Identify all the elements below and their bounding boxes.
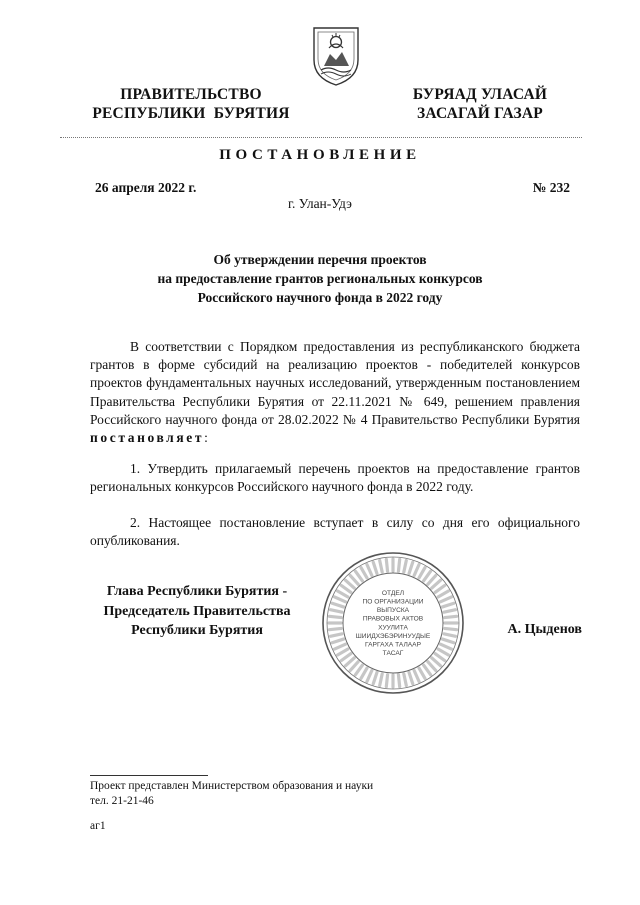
signatory-name: А. Цыденов bbox=[507, 622, 582, 637]
seal-ring-mark bbox=[428, 662, 436, 671]
seal-center-line: ХУУЛИТА bbox=[378, 624, 408, 632]
seal-ring-mark bbox=[419, 568, 425, 578]
seal-center-line: ОТДЕЛ bbox=[381, 589, 405, 597]
footnote-line1: Проект представлен Министерством образования и науки bbox=[90, 780, 374, 792]
seal-ring-mark bbox=[355, 665, 362, 675]
seal-ring-mark bbox=[335, 644, 346, 649]
header-divider bbox=[60, 137, 582, 138]
seal-ring-mark bbox=[435, 654, 445, 661]
seal-ring-mark bbox=[386, 675, 387, 687]
seal-ring-mark bbox=[419, 668, 425, 678]
seal-ring-mark bbox=[424, 665, 431, 675]
preamble-text: В соответствии с Порядком предоставления из республиканского бюджета грантов в форме субсидий на реализацию проектов - победителей конкурсов проектов фундаментальных научных исследований, утвержденным постановлением Правительства Республики Бурятия от 22.11.2021 № 649, решением правления Российского научного фонда от 28.02.2022 № 4 Правительство Республики Бурятия bbox=[90, 339, 580, 427]
document-city: г. Улан-Удэ bbox=[288, 196, 352, 211]
decree-item-1: 1. Утвердить прилагаемый перечень проектов на предоставление грантов региональных конкурсов Российского научного фонда в 2022 году. bbox=[90, 461, 580, 495]
seal-center-line: ВЫПУСКА bbox=[376, 607, 410, 615]
seal-ring-mark bbox=[442, 639, 453, 643]
footnote-rule bbox=[90, 775, 208, 776]
seal-ring-mark bbox=[338, 649, 348, 655]
seal-ring-mark bbox=[350, 662, 358, 671]
seal-ring-mark bbox=[330, 610, 342, 612]
seal-center-line: ГАРГАХА ТАЛААР bbox=[365, 641, 421, 649]
document-code: аг1 bbox=[90, 820, 106, 832]
seal-ring-mark bbox=[409, 562, 413, 573]
seal-ring-mark bbox=[414, 671, 419, 682]
seal-ring-mark bbox=[424, 571, 431, 581]
seal-ring-mark bbox=[398, 559, 399, 571]
document-date: 26 апреля 2022 г. bbox=[95, 180, 197, 195]
seal-center-line: ТАСАГ bbox=[382, 650, 404, 658]
seal-ring-mark bbox=[441, 644, 452, 649]
seal-ring-mark bbox=[409, 672, 413, 683]
decree-word: постановляет bbox=[90, 430, 205, 446]
decree-colon: : bbox=[204, 430, 208, 446]
official-seal-stamp bbox=[320, 550, 466, 696]
seal-ring-lettering bbox=[329, 559, 457, 687]
seal-ring-mark bbox=[444, 634, 456, 636]
republic-emblem-icon bbox=[306, 22, 366, 88]
seal-ring-mark bbox=[373, 672, 377, 683]
seal-ring-mark bbox=[329, 616, 341, 617]
seal-ring-mark bbox=[338, 591, 348, 597]
seal-ring-mark bbox=[414, 565, 419, 576]
seal-ring-mark bbox=[386, 559, 387, 571]
header-left-line2: РЕСПУБЛИКИ БУРЯТИЯ bbox=[92, 105, 290, 122]
document-type: ПОСТАНОВЛЕНИЕ bbox=[219, 147, 421, 163]
signatory-title-line: Глава Республики Бурятия - bbox=[106, 584, 288, 599]
seal-center-line: ПРАВОВЫХ АКТОВ bbox=[362, 615, 424, 623]
seal-ring-mark bbox=[438, 649, 448, 655]
footnote-line2: тел. 21-21-46 bbox=[90, 795, 154, 807]
seal-ring-mark bbox=[404, 674, 406, 686]
header-right-line2: ЗАСАГАЙ ГАЗАР bbox=[417, 105, 543, 122]
seal-ring-mark bbox=[367, 565, 372, 576]
seal-ring-mark bbox=[444, 610, 456, 612]
seal-ring-mark bbox=[428, 575, 436, 584]
seal-ring-mark bbox=[361, 568, 367, 578]
seal-ring-mark bbox=[441, 597, 452, 602]
signatory-title-line: Республики Бурятия bbox=[131, 623, 263, 638]
seal-ring-mark bbox=[432, 580, 441, 588]
government-name-ru bbox=[60, 85, 322, 123]
seal-ring-mark bbox=[330, 634, 342, 636]
government-name-bua bbox=[385, 85, 575, 123]
seal-ring-mark bbox=[341, 654, 351, 661]
seal-ring-mark bbox=[380, 674, 382, 686]
seal-ring-mark bbox=[435, 585, 445, 592]
seal-ring-mark bbox=[432, 658, 441, 666]
document-title bbox=[80, 250, 560, 307]
seal-ring-mark bbox=[345, 580, 354, 588]
seal-ring-mark bbox=[373, 562, 377, 573]
signatory-title bbox=[84, 582, 310, 641]
seal-ring-mark bbox=[341, 585, 351, 592]
document-number: № 232 bbox=[532, 180, 570, 195]
signatory-title-line: Председатель Правительства bbox=[103, 603, 291, 619]
seal-ring-mark bbox=[345, 658, 354, 666]
seal-ring-mark bbox=[355, 571, 362, 581]
header-right-line1: БУРЯАД УЛАСАЙ bbox=[412, 86, 548, 103]
seal-ring-mark bbox=[332, 639, 343, 643]
seal-ring-mark bbox=[404, 560, 406, 572]
header-left-line1: ПРАВИТЕЛЬСТВО bbox=[120, 86, 262, 103]
title-line: Российского научного фонда в 2022 году bbox=[197, 290, 443, 305]
seal-ring-mark bbox=[442, 603, 453, 607]
seal-center-line: ШИИДХЭБЭРИНУУДЫЕ bbox=[355, 632, 431, 640]
seal-ring-mark bbox=[445, 616, 457, 617]
seal-ring-mark bbox=[329, 628, 341, 629]
footnote bbox=[90, 779, 373, 809]
seal-ring-mark bbox=[350, 575, 358, 584]
seal-center-line: ПО ОРГАНИЗАЦИИ bbox=[362, 598, 424, 606]
seal-ring-mark bbox=[398, 675, 399, 687]
preamble-paragraph bbox=[90, 338, 580, 447]
seal-ring-mark bbox=[361, 668, 367, 678]
title-line: Об утверждении перечня проектов bbox=[213, 252, 427, 267]
title-line: на предоставление грантов региональных конкурсов bbox=[157, 271, 483, 286]
seal-ring-mark bbox=[367, 671, 372, 682]
seal-ring-mark bbox=[380, 560, 382, 572]
seal-ring-mark bbox=[332, 603, 343, 607]
seal-ring-mark bbox=[335, 597, 346, 602]
seal-center-lettering bbox=[356, 590, 431, 657]
decree-item-2: 2. Настоящее постановление вступает в силу со дня его официального опубликования. bbox=[90, 515, 580, 549]
seal-ring-mark bbox=[445, 628, 457, 629]
seal-ring-mark bbox=[438, 591, 448, 597]
